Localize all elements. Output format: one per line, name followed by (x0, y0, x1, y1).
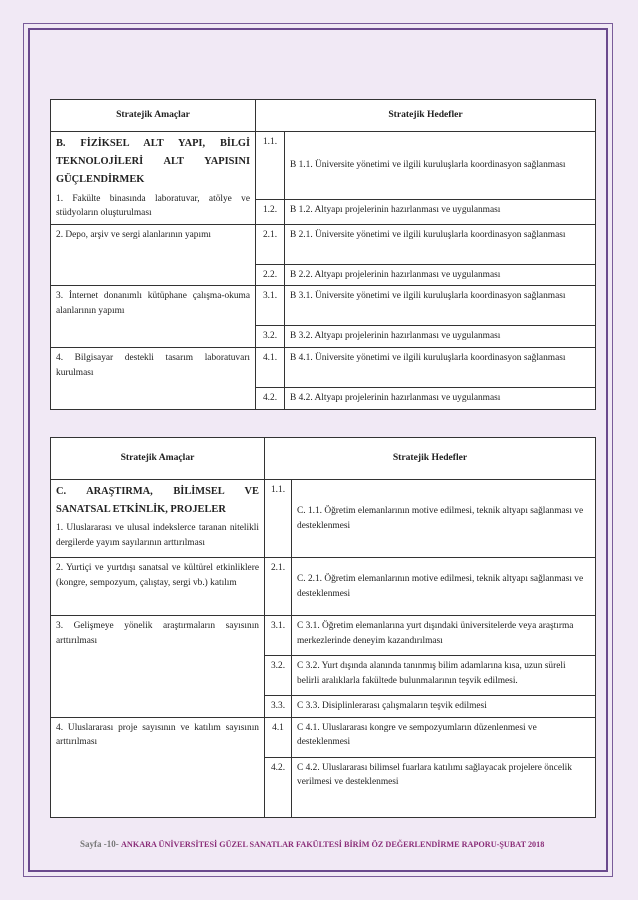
goal-cell (51, 480, 265, 558)
target-number: 3.1. (265, 616, 292, 656)
goal-cell: 4. Uluslararası proje sayısının ve katılım sayısının arttırılması (51, 717, 265, 817)
header-strategic-targets: Stratejik Hedefler (256, 100, 596, 132)
goal-cell: 4. Bilgisayar destekli tasarım laboratuvarı kurulması (51, 347, 256, 409)
goal-cell: 3. İnternet donanımlı kütüphane çalışma-okuma alanlarının yapımı (51, 286, 256, 348)
target-text: C 3.3. Disiplinlerarası çalışmaların teşvik edilmesi (292, 696, 596, 718)
goal-cell: 2. Yurtiçi ve yurtdışı sanatsal ve kültürel etkinliklere (kongre, sempozyum, çalıştay, sergi vb.) katılım (51, 558, 265, 616)
target-text: C. 1.1. Öğretim elemanlarının motive edilmesi, teknik altyapı sağlanması ve desteklenmesi (292, 480, 596, 558)
page-footer (80, 839, 544, 849)
target-number: 3.3. (265, 696, 292, 718)
section-title: B. FİZİKSEL ALT YAPI, BİLGİ TEKNOLOJİLERİ ALT YAPISINI GÜÇLENDİRMEK (56, 138, 250, 186)
target-text: B 2.1. Üniversite yönetimi ve ilgili kuruluşlarla koordinasyon sağlanması (285, 224, 596, 264)
target-number: 4.1. (256, 347, 285, 387)
target-number: 1.2. (256, 199, 285, 224)
target-text: C 4.1. Uluslararası kongre ve sempozyumların düzenlenmesi ve desteklenmesi (292, 717, 596, 757)
goal-text: 1. Uluslararası ve ulusal indekslerce taranan nitelikli dergilerde yayım sayılarının arttırılması (56, 523, 259, 548)
target-text: B 4.1. Üniversite yönetimi ve ilgili kuruluşlarla koordinasyon sağlanması (285, 347, 596, 387)
target-number: 1.1. (265, 480, 292, 558)
goal-text: 1. Fakülte binasında laboratuvar, atölye ve stüdyoların oluşturulması (56, 193, 250, 219)
target-text: C 4.2. Uluslararası bilimsel fuarlara katılımı sağlayacak projelere öncelik verilmesi ve desteklenmesi (292, 757, 596, 817)
target-number: 4.2. (256, 387, 285, 409)
target-text: B 3.2. Altyapı projelerinin hazırlanması ve uygulanması (285, 326, 596, 348)
report-title: ANKARA ÜNİVERSİTESİ GÜZEL SANATLAR FAKÜLTESİ BİRİM ÖZ DEĞERLENDİRME RAPORU-ŞUBAT 2018 (121, 840, 545, 849)
target-number: 1.1. (256, 132, 285, 200)
target-text: B 1.2. Altyapı projelerinin hazırlanması ve uygulanması (285, 199, 596, 224)
section-title: C. ARAŞTIRMA, BİLİMSEL VE SANATSAL ETKİNLİK, PROJELER (56, 486, 259, 516)
target-number: 4.1 (265, 717, 292, 757)
target-text: C 3.2. Yurt dışında alanında tanınmış bilim adamlarına kısa, uzun süreli belirli aralıklarla fakültede bulunmalarının teşvik edilmesi. (292, 656, 596, 696)
target-number: 3.2. (265, 656, 292, 696)
goal-cell: 3. Gelişmeye yönelik araştırmaların sayısının arttırılması (51, 616, 265, 718)
target-text: B 3.1. Üniversite yönetimi ve ilgili kuruluşlarla koordinasyon sağlanması (285, 286, 596, 326)
target-text: C. 2.1. Öğretim elemanlarının motive edilmesi, teknik altyapı sağlanması ve desteklenmesi (292, 558, 596, 616)
target-number: 3.2. (256, 326, 285, 348)
header-strategic-goals: Stratejik Amaçlar (51, 438, 265, 480)
header-strategic-goals: Stratejik Amaçlar (51, 100, 256, 132)
strategy-table-b (50, 99, 596, 410)
target-number: 4.2. (265, 757, 292, 817)
strategy-table-c (50, 437, 596, 818)
target-text: B 4.2. Altyapı projelerinin hazırlanması ve uygulanması (285, 387, 596, 409)
target-number: 3.1. (256, 286, 285, 326)
goal-cell (51, 132, 256, 225)
target-text: C 3.1. Öğretim elemanlarına yurt dışındaki üniversitelerde veya araştırma merkezlerinde deneyim kazandırılması (292, 616, 596, 656)
header-strategic-targets: Stratejik Hedefler (265, 438, 596, 480)
target-text: B 1.1. Üniversite yönetimi ve ilgili kuruluşlarla koordinasyon sağlanması (285, 132, 596, 200)
target-number: 2.1. (265, 558, 292, 616)
goal-cell: 2. Depo, arşiv ve sergi alanlarının yapımı (51, 224, 256, 286)
target-number: 2.2. (256, 264, 285, 286)
target-text: B 2.2. Altyapı projelerinin hazırlanması ve uygulanması (285, 264, 596, 286)
target-number: 2.1. (256, 224, 285, 264)
page-number: Sayfa -10- (80, 839, 119, 849)
